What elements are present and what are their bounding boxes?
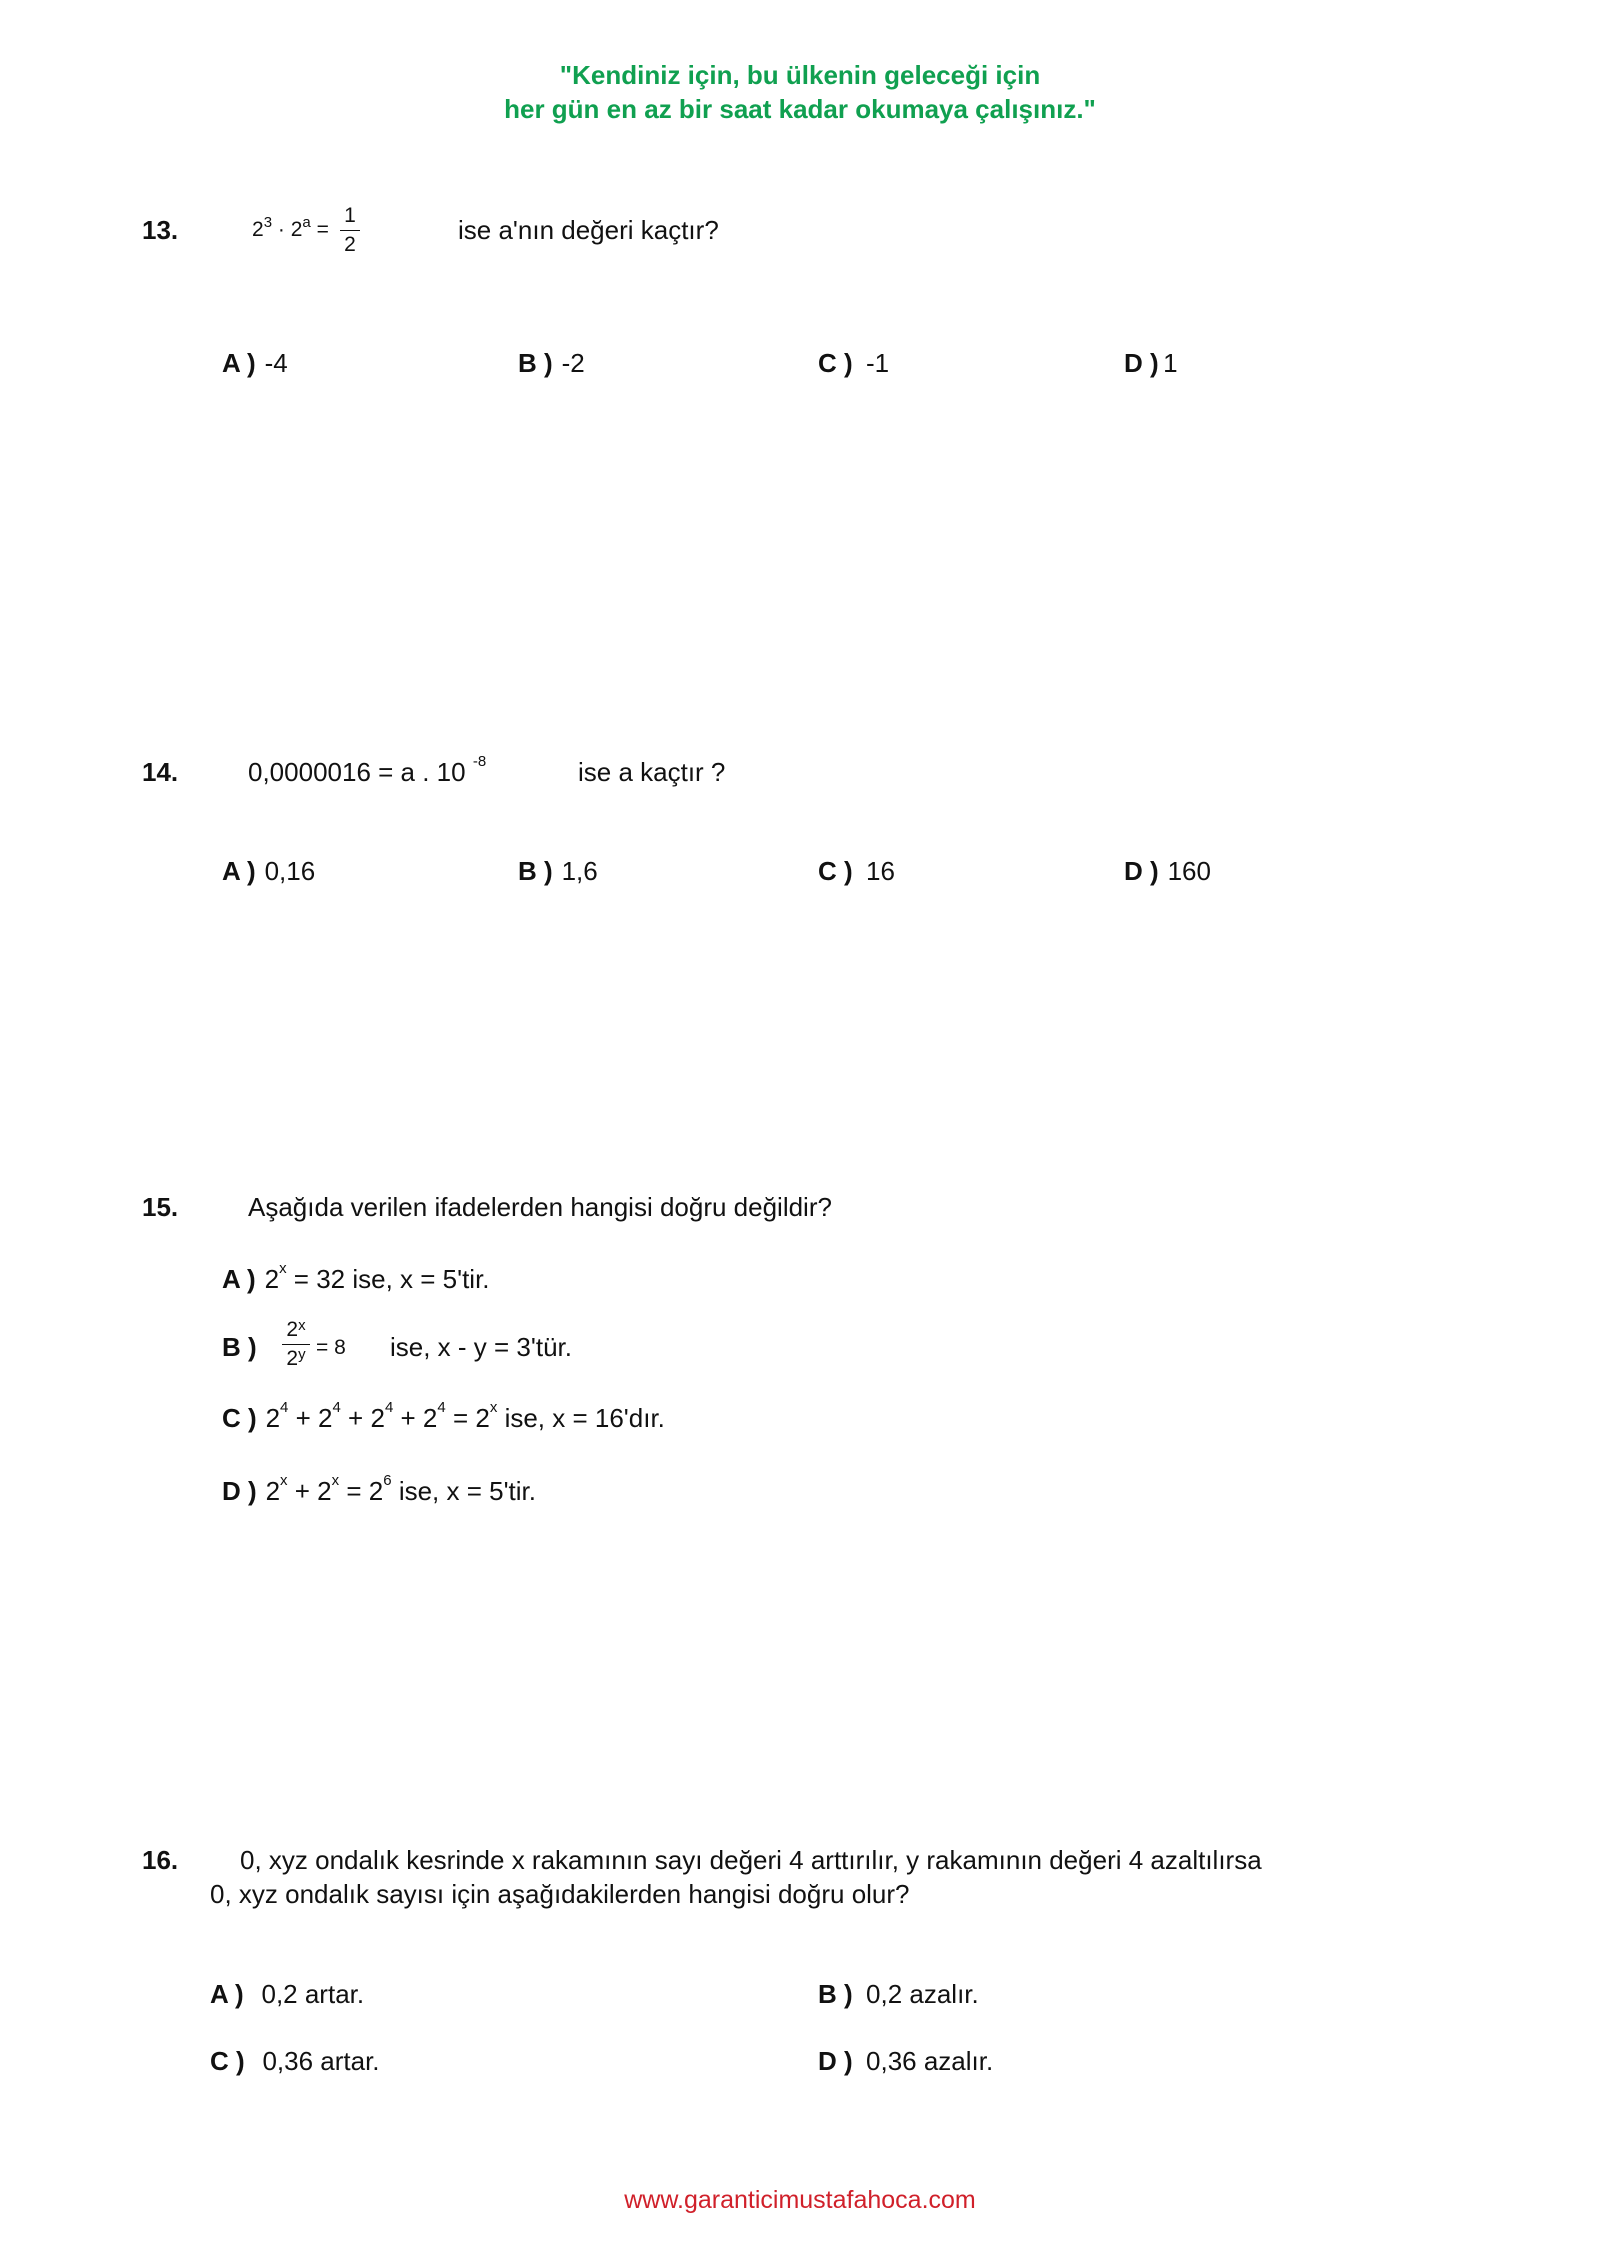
motto-line-1: "Kendiniz için, bu ülkenin geleceği için (559, 60, 1041, 90)
question-13-fraction: 1 2 (340, 204, 360, 257)
question-15-option-d[interactable]: D ) $2^x + 2^x = 2^6$ ise, x = 5'tir. (222, 1472, 537, 1506)
question-14-option-b[interactable]: B ) 1,6 (518, 856, 598, 886)
question-16-option-a[interactable]: A ) 0,2 artar. (210, 1979, 365, 2009)
question-14-option-a[interactable]: A ) 0,16 (222, 856, 316, 886)
question-16-line-1: 0, xyz ondalık kesrinde x rakamının sayı değeri 4 arttırılır, y rakamının değeri 4 azaltılırsa (240, 1845, 1262, 1875)
question-14-number: 14. (142, 757, 179, 787)
question-13-number: 13. (142, 215, 179, 245)
question-13-text: ise a'nın değeri kaçtır? (458, 215, 719, 245)
question-15-option-b-equals: = 8 (316, 1336, 346, 1359)
question-15-option-b-text: ise, x - y = 3'tür. (390, 1332, 572, 1362)
question-13-option-c[interactable]: C ) -1 (818, 348, 890, 378)
question-15-option-a[interactable]: A ) $2^x = 32$ ise, x = 5'tir. (222, 1260, 490, 1294)
question-15-option-b-fraction: 2$^x$ 2$^y$ (282, 1318, 310, 1371)
footer-website-link[interactable]: www.garanticimustafahoca.com (624, 2186, 976, 2214)
question-14-expression: 0,0000016 = a . 10 $^{-8}$ (248, 753, 487, 787)
question-16-number: 16. (142, 1845, 179, 1875)
question-13-option-b[interactable]: B ) -2 (518, 348, 585, 378)
question-14-option-c[interactable]: C ) 16 (818, 856, 895, 886)
question-15-option-b[interactable]: B ) (222, 1332, 257, 1362)
question-13-option-a[interactable]: A ) -4 (222, 348, 288, 378)
question-13-option-d[interactable]: D ) 1 (1124, 348, 1178, 378)
question-16-line-2: 0, xyz ondalık sayısı için aşağıdakilerden hangisi doğru olur? (210, 1879, 910, 1909)
question-14-text: ise a kaçtır ? (578, 757, 726, 787)
question-16-option-d[interactable]: D ) 0,36 azalır. (818, 2046, 994, 2076)
question-15-text: Aşağıda verilen ifadelerden hangisi doğru değildir? (248, 1192, 832, 1222)
question-14-option-d[interactable]: D ) 160 (1124, 856, 1211, 886)
question-16-option-b[interactable]: B ) 0,2 azalır. (818, 1979, 979, 2009)
question-15-number: 15. (142, 1192, 179, 1222)
question-16-option-c[interactable]: C ) 0,36 artar. (210, 2046, 380, 2076)
question-13-expression: $2^3 \cdot 2^a$ = (252, 214, 329, 241)
question-15-option-c[interactable]: C ) $2^4 + 2^4 + 2^4 + 2^4 = 2^x$ ise, x = 16'dır. (222, 1399, 665, 1433)
motto-line-2: her gün en az bir saat kadar okumaya çalışınız." (504, 94, 1096, 124)
